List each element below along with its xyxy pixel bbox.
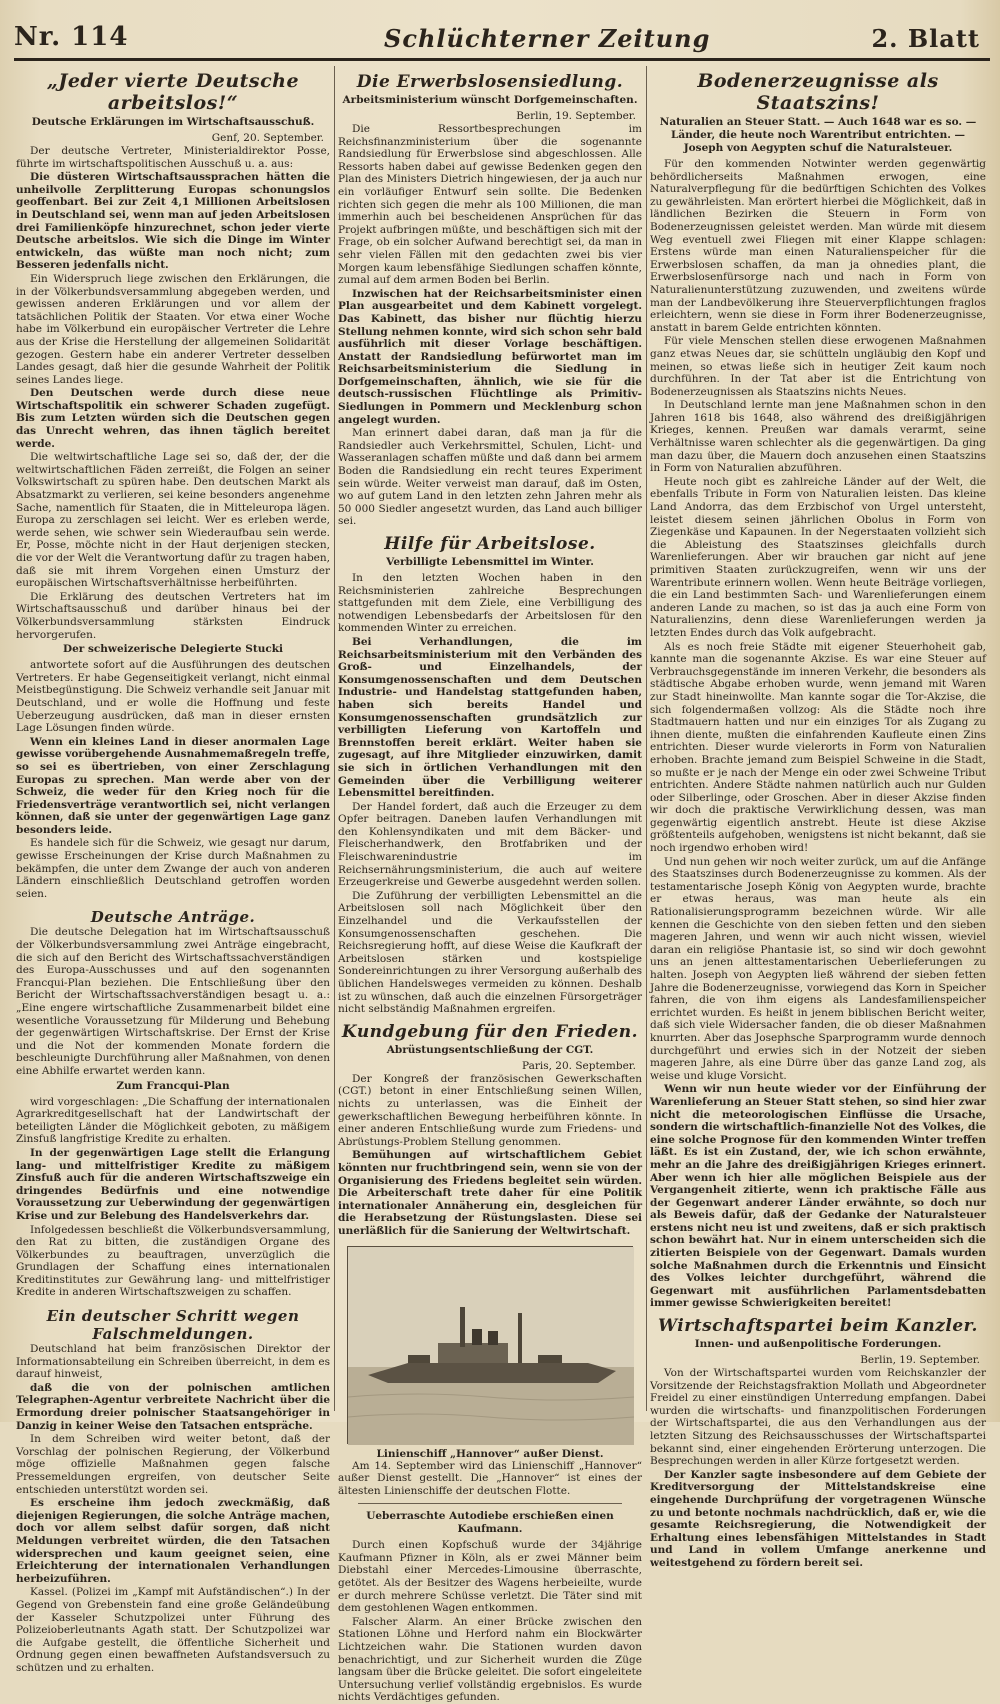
- article-headline: „Jeder vierte Deutsche arbeitslos!“: [46, 70, 300, 114]
- paragraph: Es handele sich für die Schweiz, wie gesagt nur darum, gewisse Erscheinungen der Krise durch Maßnahmen zu bekämpfen, die unter dem Zwange der auch von anderen Ländern einschließlich Deutschland getroffen worden seien.: [16, 837, 330, 900]
- article-subhead: Naturalien an Steuer Statt. — Auch 1648 war es so. — Länder, die heute noch Warentribut entrichten. — Joseph von Aegypten schuf die Naturalsteuer.: [659, 116, 977, 154]
- paragraph: Infolgedessen beschließt die Völkerbundsversammlung, den Rat zu bitten, die zuständigen Organe des Völkerbundes zu beauftragen, unverzüglich die Grundlagen der Schaffung eines internationalen Kreditinstitutes zur Gewährung lang- und mittelfristiger Kredite in anderen Wirtschaftszweigen zu schaffen.: [16, 1223, 330, 1299]
- article-headline: Bodenerzeugnisse als Staatszins!: [697, 70, 939, 114]
- paragraph: Die Ressortbesprechungen im Reichsfinanzministerium über die sogenannte Randsiedlung für Erwerbslose sind abgeschlossen. Alle Ressorts haben dabei auf gewisse Bedenken gegen den Plan des Ministers Dietrich hingewiesen, der ja auch nur ein vorläufiger Entwurf sein sollte. Die Bedenken richten sich gegen die mehr als 100 Millionen, die man immerhin auch bei bescheidenen Ansprüchen für das Projekt aufbringen müßte, und beschäftigen sich mit der Frage, ob ein solcher Aufwand berechtigt sei, da man in sehr vielen Fällen mit den gedachten zwei bis vier Morgen kaum lebensfähige Siedlungen schaffen könnte, zumal auf dem armen Boden bei Berlin.: [338, 123, 642, 287]
- paragraph: Die düsteren Wirtschaftsaussprachen hätten die unheilvolle Zerplitterung Europas schonungslos geoffenbart. Bei zur Zeit 4,1 Millionen Arbeitslosen in Deutschland sei, wenn man auf jeden Arbeitslosen drei Familienköpfe hinzurechnet, schon jeder vierte Deutsche arbeitslos. Wie sich die Dinge im Winter entwickeln, das wüßte man noch nicht; zum Besseren jedenfalls nicht.: [16, 171, 330, 272]
- gun-turret: [408, 1355, 430, 1363]
- paragraph: Man erinnert dabei daran, daß man ja für die Randsiedler auch Verkehrsmittel, Schulen, Licht- und Wasseranlagen schaffen müßte und daß dann bei armem Boden die Randsiedlung ein recht teures Experiment sein würde. Weiter verweist man darauf, daß im Osten, wo auf gutem Land in den letzten zehn Jahren mehr als 50 000 Siedler angesetzt wurden, das Land auch billiger sei.: [338, 427, 642, 528]
- paragraph: Falscher Alarm. An einer Brücke zwischen den Stationen Löhne und Herford nahm ein Blockwärter Lichtzeichen wahr. Die Stationen wurden davon benachrichtigt, und zur Sicherheit wurden die Züge langsam über die Brücke geleitet. Die sofort eingeleitete Untersuchung verlief vollständig ergebnislos. Es wurde nichts Verdächtiges gefunden.: [338, 1615, 642, 1704]
- article-headline: Kundgebung für den Frieden.: [341, 1021, 639, 1042]
- article-subhead: Innen- und außenpolitische Forderungen.: [694, 1338, 942, 1351]
- paragraph: In den letzten Wochen haben in den Reichsministerien zahlreiche Besprechungen stattgefunden mit dem Ziele, eine Verbilligung des notwendigen Lebensbedarfs der Arbeitslosen für den kommenden Winter zu erreichen.: [338, 572, 642, 635]
- article-subhead: Abrüstungsentschließung der CGT.: [386, 1043, 594, 1056]
- paragraph: Die Erklärung des deutschen Vertreters hat im Wirtschaftsausschuß und darüber hinaus bei der Völkerbundsversammlung stärksten Eindruck hervorgerufen.: [16, 590, 330, 641]
- ship-mast: [460, 1307, 465, 1347]
- paragraph: Und nun gehen wir noch weiter zurück, um auf die Anfänge des Staatszinses durch Bodenerzeugnisse zu kommen. Als der testamentarische Joseph König von Aegypten wurde, brachte er etwas heraus, was man heute als ein Rationalisierungsprogramm bezeichnen würde. Wir alle kennen die Geschichte von den sieben fetten und den sieben mageren Jahren, und wenn wir auch nicht wissen, wieviel daran ein religiöse Phantasie ist, so sind wir doch gewohnt uns an jenen alttestamentarischen Ueberlieferungen zu halten. Joseph von Aegypten ließ während der sieben fetten Jahre die Bodenerzeugnisse, vorwiegend das Korn in Speicher fahren, die von ihm eigens als Landesfamilienspeicher errichtet wurden. Es heißt in jenem biblischen Bericht weiter, daß sich viele Widersacher fanden, die ob dieser Maßnahmen knurrten. Aber das Josephsche Sparprogramm wurde dennoch durchgeführt und erwies sich in der Notzeit der sieben mageren Jahre, als eine Dürre über das ganze Land zog, als weise und kluge Vorsicht.: [650, 855, 986, 1082]
- dateline: Berlin, 19. September.: [860, 1354, 980, 1367]
- paragraph: Für den kommenden Notwinter werden gegenwärtig behördlicherseits Maßnahmen erwogen, eine Naturalverpflegung für die bedürftigen Schichten des Volkes zu gewährleisten. Man erörtert hierbei die Möglichkeit, daß in ländlichen Bezirken die Steuern in Form von Bodenerzeugnissen geleistet werden. Man würde mit diesem Weg eventuell zwei Fliegen mit einer Klappe schlagen: Erstens würde man einen Naturalienspeicher für die Erwerbslosen schaffen, da man ja ohnedies plant, die Erwerbslosenfürsorge nach und nach in Form von Naturalienunterstützung zuzuwenden, und zweitens würde man der Landbevölkerung ihre Steuerverpflichtungen fraglos erleichtern, wenn sie diese in Form ihrer Bodenerzeugnisse, anstatt in barem Gelde entrichten könnten.: [650, 158, 986, 334]
- article-headline: Die Erwerbslosensiedlung.: [356, 72, 624, 92]
- sheet-number: 2. Blatt: [871, 24, 980, 53]
- paragraph: In dem Schreiben wird weiter betont, daß der Vorschlag der polnischen Regierung, der Völkerbund möge offizielle Maßnahmen gegen falsche Pressemeldungen ergreifen, von deutscher Seite entschieden unterstützt worden sei.: [16, 1433, 330, 1496]
- paragraph: Wenn ein kleines Land in dieser anormalen Lage gewisse vorübergehende Ausnahmemaßregeln treffe, so sei es übertrieben, von einer Zerschlagung Europas zu sprechen. Man werde aber von der Schweiz, die weder für den Krieg noch für die Friedensverträge verantwortlich sei, nicht verlangen können, daß sie unter der gegenwärtigen Lage ganz besonders leide.: [16, 735, 330, 836]
- dateline: Paris, 20. September.: [522, 1059, 636, 1072]
- paragraph: Als es noch freie Städte mit eigener Steuerhoheit gab, kannte man die sogenannte Akzise. Es war eine Steuer auf Verbrauchsgegenstände im inneren Verkehr, die besonders als städtische Abgabe erhoben wurde, wenn jemand mit Waren zur Stadt hineinwollte. Man kannte sogar die Tor-Akzise, die sich folgendermaßen vollzog: Als die Städte noch ihre Stadtmauern hatten und nur ein einziges Tor als Zugang zu ihnen diente, mußten die einfahrenden Kaufleute einen Zins entrichten. Dieser wurde vielerorts in Form von Naturalien erhoben. Brachte jemand zum Beispiel Schweine in die Stadt, so mußte er je nach der Menge ein oder zwei Schweine Tribut entrichten. Andere Städte nahmen natürlich auch nur Gulden oder Silberlinge, oder Groschen. Aber in dieser Akzise finden wir doch die praktische Verwirklichung dessen, was man gegenwärtig eigentlich anstrebt. Heute ist diese Akzise größtenteils aufgehoben, wenigstens ist nicht bekannt, daß sie noch irgendwo erhoben wird!: [650, 640, 986, 855]
- dateline: Genf, 20. September.: [211, 132, 324, 144]
- section-subhead: Der schweizerische Delegierte Stucki: [63, 643, 283, 656]
- column-1: [16, 66, 330, 1674]
- paragraph: Der Handel fordert, daß auch die Erzeuger zu dem Opfer beitragen. Daneben laufen Verhandlungen mit den Kohlensyndikaten und mit dem Bäcker- und Fleischerhandwerk, den Brotfabriken und der Fleischwarenindustrie im Reichsernährungsministerium, die auch auf weitere Erzeugerkreise und Gewerbe ausgedehnt werden sollen.: [338, 800, 642, 889]
- paragraph: Es erscheine ihm jedoch zweckmäßig, daß diejenigen Regierungen, die solche Anträge machen, doch vor allem selbst dafür sorgen, daß nicht Meldungen verbreitet würden, die den Tatsachen widersprechen und kaum geeignet seien, eine Erleichterung der internationalen Verhandlungen herbeizuführen.: [16, 1497, 330, 1585]
- article-subhead: Arbeitsministerium wünscht Dorfgemeinschaften.: [342, 94, 638, 106]
- dateline: Berlin, 19. September.: [516, 110, 636, 122]
- article-headline: Deutsche Anträge.: [90, 908, 256, 927]
- separator: [358, 1503, 622, 1504]
- article-subhead: Deutsche Erklärungen im Wirtschaftsausschuß.: [31, 116, 315, 128]
- paragraph: In Deutschland lernte man jene Maßnahmen schon in den Jahren 1618 bis 1648, also während des dreißigjährigen Krieges, kennen. Preußen war damals verarmt, seine Verhältnisse waren schlechter als die gegenwärtigen. Da ging man dazu über, die Mauern doch anzusehen einen Staatszins in Form von Naturalien abzuführen.: [650, 399, 986, 475]
- ship-funnel: [488, 1331, 498, 1345]
- ship-illustration: [348, 1247, 634, 1445]
- ship-hull: [368, 1363, 616, 1383]
- paragraph: Der Kongreß der französischen Gewerkschaften (CGT.) betont in einer Entschließung seinen Willen, nichts zu unterlassen, was die Einheit der gewerkschaftlichen Bewegung herbeiführen könnte. In einer anderen Entschließung wurde zum Friedens- und Abrüstungs-Problem Stellung genommen.: [338, 1072, 642, 1148]
- paragraph: Ein Widerspruch liege zwischen den Erklärungen, die in der Völkerbundsversammlung abgegeben werden, und gewissen anderen Erklärungen und vor allem der tatsächlichen Politik der Staaten. Vor etwa einer Woche habe im Völkerbund ein europäischer Vertreter die Lehre aus der Krise die Herstellung der allgemeinen Solidarität gezogen. Gestern habe ein anderer Vertreter desselben Landes gesagt, daß hier die gesunde Wahrheit der Politik seines Landes liege.: [16, 272, 330, 386]
- column-2: [338, 66, 642, 1704]
- paragraph: daß die von der polnischen amtlichen Telegraphen-Agentur verbreitete Nachricht über die Ermordung dreier polnischer Staatsangehöriger in Danzig in keiner Weise den Tatsachen entspräche.: [16, 1381, 330, 1432]
- newspaper-title: Schlüchterner Zeitung: [384, 24, 711, 53]
- paragraph: Der Kanzler sagte insbesondere auf dem Gebiete der Kreditversorgung der Mittelstandskreise eine eingehende Durchprüfung der vorgetragenen Wünsche zu und betonte nochmals nachdrücklich, daß er, wie die gesamte Reichsregierung, die Notwendigkeit der Erhaltung eines lebensfähigen Mittelstandes in Stadt und Land in vollem Umfange anerkenne und weitestgehend zu fördern bereit sei.: [650, 1468, 986, 1569]
- paragraph: wird vorgeschlagen: „Die Schaffung der internationalen Agrarkreditgesellschaft hat der Landwirtschaft der beteiligten Länder die Möglichkeit geboten, zu mäßigem Zinsfuß langfristige Kredite zu erhalten.: [16, 1095, 330, 1146]
- paragraph: Die Zuführung der verbilligten Lebensmittel an die Arbeitslosen soll nach Möglichkeit über den Einzelhandel und die Verkaufsstellen der Konsumgenossenschaften geschehen. Die Reichsregierung hofft, auf diese Weise die Kaufkraft der Arbeitslosen stärken und kostspielige Sondereinrichtungen zu ihrer Versorgung außerhalb des üblichen Handelsweges vermeiden zu können. Deshalb ist zu wünschen, daß auch die einzelnen Fürsorgeträger nicht selbständig Maßnahmen ergreifen.: [338, 889, 642, 1016]
- paragraph: In der gegenwärtigen Lage stellt die Erlangung lang- und mittelfristiger Kredite zu mäßigem Zinsfuß auch für die anderen Wirtschaftszweige ein dringendes Bedürfnis und eine notwendige Voraussetzung zur Ueberwindung der gegenwärtigen Krise und zur Belebung des Handelsverkehrs dar.: [16, 1146, 330, 1222]
- column-rule: [334, 66, 335, 1411]
- ship-funnel: [472, 1329, 482, 1345]
- issue-number: Nr. 114: [14, 22, 129, 52]
- section-subhead: Ueberraschte Autodiebe erschießen einen Kaufmann.: [366, 1510, 614, 1536]
- paragraph: Den Deutschen werde durch diese neue Wirtschaftspolitik ein schwerer Schaden zugefügt. Bis zum Letzten würden sich die Deutschen gegen das Unrecht wehren, das ihnen täglich bereitet werde.: [16, 387, 330, 450]
- caption-text: Am 14. September wird das Linienschiff „Hannover“ außer Dienst gestellt. Die „Hannover“ ist eines der ältesten Linienschiffe der deutschen Flotte.: [338, 1459, 642, 1497]
- battleship-photo: [347, 1246, 633, 1444]
- article-headline: Ein deutscher Schritt wegen Falschmeldungen.: [46, 1307, 300, 1344]
- paragraph: Von der Wirtschaftspartei wurden vom Reichskanzler der Vorsitzende der Reichstagsfraktion Mollath und Abgeordneter Freidel zu einer einstündigen Unterredung empfangen. Dabei wurden die wirtschafts- und finanzpolitischen Forderungen der Wirtschaftspartei, die aus den Verhandlungen aus der letzten Sitzung des Reichsausschusses der Wirtschaftspartei bekannt sind, einer eingehenden Erörterung unterzogen. Die Besprechungen werden in aller Kürze fortgesetzt werden.: [650, 1367, 986, 1468]
- article-headline: Hilfe für Arbeitslose.: [384, 534, 596, 554]
- paragraph: Kassel. (Polizei im „Kampf mit Aufständischen“.) In der Gegend von Grebenstein fand eine große Geländeübung der Kasseler Schutzpolizei unter Führung des Polizeioberleutnants Agath statt. Der Schutzpolizei war die Aufgabe gestellt, die öffentliche Sicherheit und Ordnung gegen einen bewaffneten Aufstandsversuch zu schützen und zu erhalten.: [16, 1586, 330, 1674]
- paragraph: Für viele Menschen stellen diese erwogenen Maßnahmen ganz etwas Neues dar, sie schütteln ungläubig den Kopf und meinen, so etwas ließe sich in heutiger Zeit kaum noch durchführen. In der Tat aber ist die Entrichtung von Bodenerzeugnissen als Staatszins nichts Neues.: [650, 335, 986, 398]
- column-rule: [646, 66, 647, 1411]
- paragraph: Die deutsche Delegation hat im Wirtschaftsausschuß der Völkerbundsversammlung zwei Anträge eingebracht, die sich auf den Bericht des Wirtschaftssachverständigen des Europa-Ausschusses und auf den sogenannten Francqui-Plan beziehen. Die Entschließung über den Bericht der Wirtschaftssachverständigen besagt u. a.: „Eine engere wirtschaftliche Zusammenarbeit bildet eine wesentliche Voraussetzung für Milderung und Behebung der gegenwärtigen Wirtschaftskrise. Der Ernst der Krise und die Not der kommenden Monate fordern die beschleunigte Durchführung aller Maßnahmen, von denen eine Abhilfe erwartet werden kann.: [16, 926, 330, 1077]
- paragraph: antwortete sofort auf die Ausführungen des deutschen Vertreters. Er habe Gegenseitigkeit verlangt, nicht einmal Meistbegünstigung. Die Schweiz verhandle seit Januar mit Deutschland, und er wolle die Hoffnung und feste Ueberzeugung ausdrücken, daß man in dieser ernsten Lage Lösungen finden würde.: [16, 659, 330, 735]
- paragraph: Bemühungen auf wirtschaftlichem Gebiet könnten nur fruchtbringend sein, wenn sie von der Organisierung des Friedens begleitet sein würden. Die Arbeiterschaft trete daher für eine Politik internationaler Annäherung ein, desgleichen für die Herabsetzung der Rüstungslasten. Diese sei unerläßlich für die Sanierung der Weltwirtschaft.: [338, 1149, 642, 1237]
- section-subhead: Zum Francqui-Plan: [116, 1079, 230, 1092]
- gun-turret: [538, 1355, 562, 1363]
- masthead: [14, 22, 990, 58]
- paragraph: Bei Verhandlungen, die im Reichsarbeitsministerium mit den Verbänden des Groß- und Einzelhandels, der Konsumgenossenschaften und dem Deutschen Industrie- und Handelstag stattgefunden haben, haben sich bereits Handel und Konsumgenossenschaften grundsätzlich zur verbilligten Lieferung von Kartoffeln und Brennstoffen bereit erklärt. Weiter haben sie zugesagt, auf ihre Mitglieder einzuwirken, damit sie sich in örtlichen Verhandlungen mit den Gemeinden über die Verbilligung weiterer Lebensmittel bereitfinden.: [338, 635, 642, 800]
- column-3: [650, 66, 986, 1569]
- ship-mast: [518, 1313, 522, 1363]
- paragraph: Deutschland hat beim französischen Direktor der Informationsabteilung ein Schreiben überreicht, in dem es darauf hinweist,: [16, 1343, 330, 1381]
- article-subhead: Verbilligte Lebensmittel im Winter.: [386, 556, 594, 568]
- masthead-rule: [14, 58, 990, 61]
- paragraph: Der deutsche Vertreter, Ministerialdirektor Posse, führte im wirtschaftspolitischen Ausschuß u. a. aus:: [16, 145, 330, 170]
- paragraph: Wenn wir nun heute wieder vor der Einführung der Warenlieferung an Steuer Statt stehen, so sind hier zwar nicht die meteorologischen Einflüsse die Ursache, sondern die wirtschaftlich-finanzielle Not des Volkes, die eine solche Prognose für den kommenden Winter treffen läßt. Es ist ein Zustand, der, wie ich schon erwähnte, mehr an die Jahre des dreißigjährigen Krieges erinnert. Aber wenn ich hier alle möglichen Beispiele aus der Vergangenheit zitierte, wenn ich praktische Fälle aus der Gegenwart anderer Länder erwähnte, so doch nur als Beweis dafür, daß der Gedanke der Naturalsteuer erstens nicht neu ist und zweitens, daß er sich praktisch schon bewährt hat. Nur in einem unterscheiden sich die zitierten Beispiele von der Gegenwart. Damals wurden solche Maßnahmen durch die Erkenntnis und Einsicht des Volkes leichter durchgeführt, während die Gegenwart mit ausführlichen Parlamentsdebatten immer gewisse Schwierigkeiten bereitet!: [650, 1083, 986, 1310]
- paragraph: Inzwischen hat der Reichsarbeitsminister einen Plan ausgearbeitet und dem Kabinett vorgelegt. Das Kabinett, das bisher nur flüchtig hierzu Stellung nehmen konnte, wird sich schon sehr bald ausführlich mit dieser Vorlage beschäftigen. Anstatt der Randsiedlung befürwortet man im Reichsarbeitsministerium die Siedlung in Dorfgemeinschaften, ähnlich, wie sie für die deutsch-russischen Flüchtlinge als Primitiv-Siedlungen in Pommern und Mecklenburg schon angelegt wurden.: [338, 287, 642, 426]
- paragraph: Die weltwirtschaftliche Lage sei so, daß der, der die weltwirtschaftlichen Fäden zerreißt, die Folgen an seiner Volkswirtschaft zu spüren habe. Den deutschen Markt als Absatzmarkt zu verlieren, sei keine besonders angenehme Sache, namentlich für Staaten, die in Mitteleuropa lägen. Europa zu zerschlagen sei leicht. Wer es erleben werde, werde sehen, wie schwer sein Wiederaufbau sein werde. Er, Posse, möchte nicht in der Haut derjenigen stecken, die vor der Welt die Verantwortung dafür zu tragen haben, daß sie mit ihrem Vorgehen einen Umsturz der europäischen Wirtschaftsverhältnisse herbeiführten.: [16, 451, 330, 590]
- paragraph: Durch einen Kopfschuß wurde der 34jährige Kaufmann Pfizner in Köln, als er zwei Männer beim Diebstahl einer Mercedes-Limousine überraschte, getötet. Als der Besitzer des Wagens herbeieilte, wurde er durch mehrere Schüsse verletzt. Die Täter sind mit dem gestohlenen Wagen entkommen.: [338, 1539, 642, 1615]
- article-headline: Wirtschaftspartei beim Kanzler.: [658, 1316, 978, 1337]
- paragraph: Heute noch gibt es zahlreiche Länder auf der Welt, die ebenfalls Tribute in Form von Naturalien leisten. Das kleine Land Andorra, das dem Erzbischof von Urgel untersteht, leistet diesem seinen jährlichen Obolus in Form von Ziegenkäse und Kapaunen. In der Negerstaaten vollzieht sich die Ableistung des Staatszinses gleichfalls durch Warenlieferungen. Aber wir brauchen gar nicht auf jene primitiven Staaten zurückzugreifen, wenn wir uns der Warentribute erinnern wollen. Wenn heute Beiträge vorliegen, die ein Land bestimmten Sach- und Warenlieferungen einem anderen Lande zu machen, so ist das ja auch eine Form von Naturalienzins, denn diese Warenlieferungen werden ja letzten Endes durch das Volk aufgebracht.: [650, 475, 986, 639]
- ship-superstructure: [438, 1343, 508, 1363]
- photo-caption: Linienschiff „Hannover“ außer Dienst.: [376, 1447, 604, 1460]
